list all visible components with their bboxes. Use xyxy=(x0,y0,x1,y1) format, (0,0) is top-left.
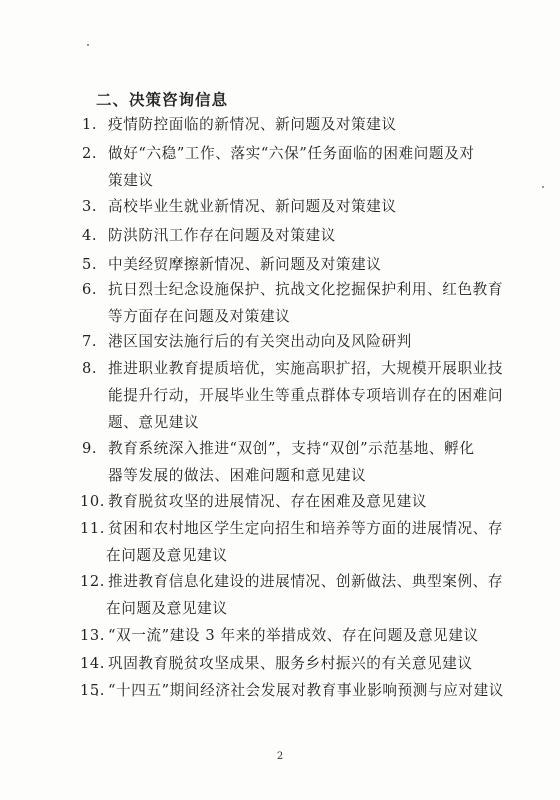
item-number: 12. xyxy=(80,573,106,590)
item-line xyxy=(82,111,522,138)
item-line xyxy=(80,595,520,622)
list-item xyxy=(80,568,520,622)
item-text: 推进职业教育提质培优，实施高职扩招，大规模开展职业技 xyxy=(108,360,504,377)
list-item xyxy=(82,140,522,194)
item-number: 5. xyxy=(82,256,98,273)
item-line xyxy=(80,622,520,649)
item-text: 器等发展的做法、困难问题和意见建议 xyxy=(108,467,367,484)
item-text: “十四五”期间经济社会发展对教育事业影响预测与应对建议 xyxy=(108,682,504,699)
item-number: 4. xyxy=(82,227,98,244)
item-line xyxy=(82,303,522,330)
item-line xyxy=(80,650,520,677)
item-number: 13. xyxy=(80,627,106,644)
item-line xyxy=(82,140,522,167)
scan-speck xyxy=(87,44,89,46)
item-line xyxy=(82,276,522,303)
list-item xyxy=(82,193,522,220)
item-number: 8. xyxy=(82,360,98,377)
list-item xyxy=(80,622,520,649)
item-text: 防洪防汛工作存在问题及对策建议 xyxy=(108,227,336,244)
item-line xyxy=(82,222,522,249)
item-line xyxy=(80,542,520,569)
item-text: 等方面存在问题及对策建议 xyxy=(108,308,291,325)
item-text: 中美经贸摩擦新情况、新问题及对策建议 xyxy=(108,256,382,273)
item-text: 在问题及意见建议 xyxy=(106,547,228,564)
item-text: 教育系统深入推进“双创”，支持“双创”示范基地、孵化 xyxy=(108,440,475,457)
item-line xyxy=(82,435,522,462)
item-text: 巩固教育脱贫攻坚成果、服务乡村振兴的有关意见建议 xyxy=(108,655,473,672)
item-line xyxy=(82,355,522,382)
item-text: 疫情防控面临的新情况、新问题及对策建议 xyxy=(108,116,397,133)
item-number: 7. xyxy=(82,333,98,350)
item-number: 1. xyxy=(82,116,98,133)
item-line xyxy=(82,167,522,194)
item-number: 14. xyxy=(80,655,106,672)
item-line xyxy=(82,409,522,436)
page-number: 2 xyxy=(276,751,284,762)
item-line xyxy=(82,462,522,489)
item-line xyxy=(80,515,520,542)
item-number: 9. xyxy=(82,440,98,457)
list-item xyxy=(80,488,520,515)
item-text: 高校毕业生就业新情况、新问题及对策建议 xyxy=(108,198,397,215)
item-line xyxy=(82,382,522,409)
list-item xyxy=(80,515,520,569)
item-line xyxy=(82,251,522,278)
list-item xyxy=(82,355,522,436)
item-line xyxy=(80,568,520,595)
item-text: 做好“六稳”工作、落实“六保”任务面临的困难问题及对 xyxy=(108,145,475,162)
item-text: 策建议 xyxy=(108,172,154,189)
section-title: 二、决策咨询信息 xyxy=(96,91,229,109)
item-text: 题、意见建议 xyxy=(108,414,200,431)
item-line xyxy=(82,193,522,220)
item-line xyxy=(80,488,520,515)
item-line xyxy=(82,328,522,355)
item-number: 2. xyxy=(82,145,98,162)
item-text: 在问题及意见建议 xyxy=(106,600,228,617)
list-item xyxy=(82,328,522,355)
item-number: 11. xyxy=(80,520,106,537)
list-item xyxy=(82,276,522,330)
list-item xyxy=(82,222,522,249)
list-item xyxy=(80,677,520,704)
list-item xyxy=(80,650,520,677)
item-number: 10. xyxy=(80,493,106,510)
item-text: 贫困和农村地区学生定向招生和培养等方面的进展情况、存 xyxy=(108,520,504,537)
item-text: 能提升行动，开展毕业生等重点群体专项培训存在的困难问 xyxy=(108,387,504,404)
item-number: 15. xyxy=(80,682,106,699)
list-item xyxy=(82,111,522,138)
item-text: “双一流”建设 3 年来的举措成效、存在问题及意见建议 xyxy=(108,627,479,644)
list-item xyxy=(82,251,522,278)
item-text: 抗日烈士纪念设施保护、抗战文化挖掘保护利用、红色教育 xyxy=(108,281,504,298)
item-number: 3. xyxy=(82,198,98,215)
item-line xyxy=(80,677,520,704)
item-text: 推进教育信息化建设的进展情况、创新做法、典型案例、存 xyxy=(108,573,504,590)
item-number: 6. xyxy=(82,281,98,298)
item-text: 港区国安法施行后的有关突出动向及风险研判 xyxy=(108,333,412,350)
item-text: 教育脱贫攻坚的进展情况、存在困难及意见建议 xyxy=(108,493,428,510)
list-item xyxy=(82,435,522,489)
scan-speck xyxy=(542,186,544,188)
